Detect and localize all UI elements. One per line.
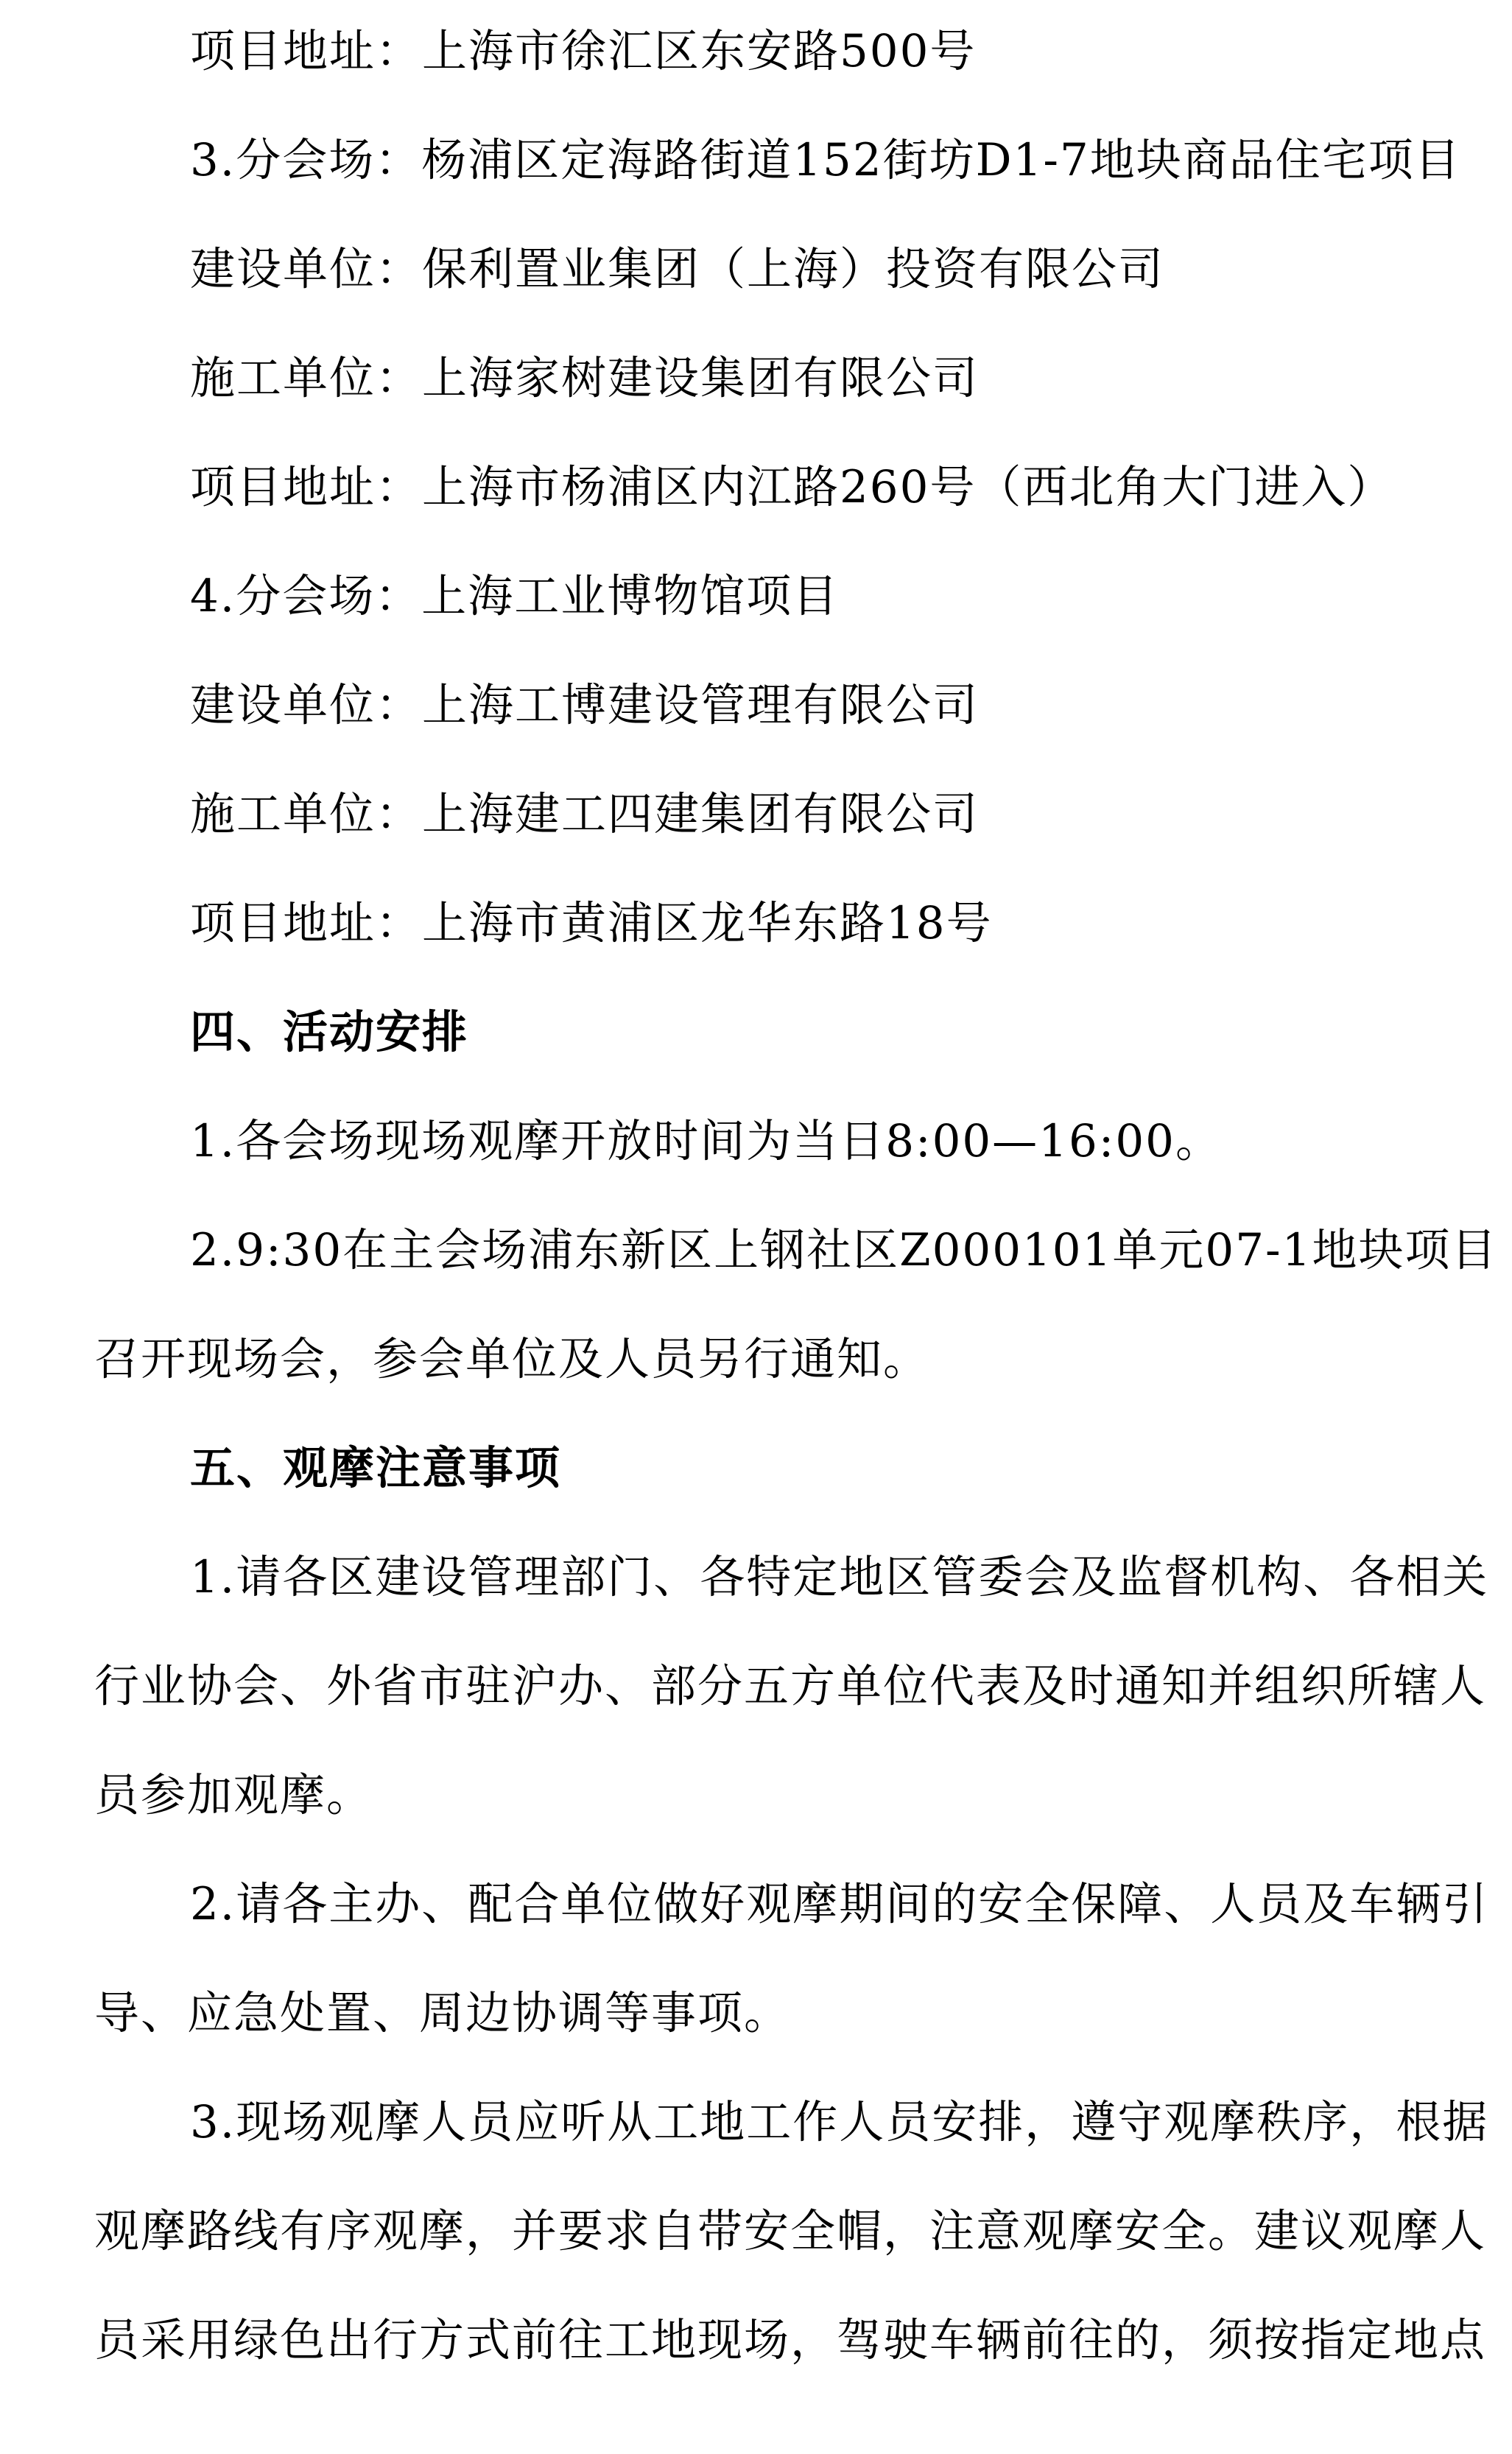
section-heading: 五、观摩注意事项	[190, 1442, 562, 1494]
text-line: 观摩路线有序观摩，并要求自带安全帽，注意观摩安全。建议观摩人	[94, 2205, 1487, 2257]
text-line: 施工单位：上海建工四建集团有限公司	[190, 788, 980, 840]
text-line: 1.各会场现场观摩开放时间为当日8:00—16:00。	[190, 1115, 1222, 1167]
text-line: 员采用绿色出行方式前往工地现场，驾驶车辆前往的，须按指定地点	[94, 2314, 1487, 2366]
text-line: 施工单位：上海家树建设集团有限公司	[190, 352, 980, 404]
text-line: 建设单位：保利置业集团（上海）投资有限公司	[190, 243, 1165, 295]
text-line: 项目地址：上海市杨浦区内江路260号（西北角大门进入）	[190, 461, 1394, 513]
text-line: 建设单位：上海工博建设管理有限公司	[190, 679, 980, 731]
section-heading: 四、活动安排	[190, 1006, 469, 1058]
text-line: 2.请各主办、配合单位做好观摩期间的安全保障、人员及车辆引	[190, 1878, 1489, 1930]
text-line: 3.分会场：杨浦区定海路街道152街坊D1-7地块商品住宅项目	[190, 134, 1461, 186]
text-line: 3.现场观摩人员应听从工地工作人员安排，遵守观摩秩序，根据	[190, 2096, 1489, 2148]
text-line: 项目地址：上海市黄浦区龙华东路18号	[190, 897, 993, 949]
text-line: 项目地址：上海市徐汇区东安路500号	[190, 25, 977, 77]
text-line: 行业协会、外省市驻沪办、部分五方单位代表及时通知并组织所辖人	[94, 1660, 1487, 1712]
text-line: 导、应急处置、周边协调等事项。	[94, 1987, 791, 2039]
text-line: 2.9:30在主会场浦东新区上钢社区Z000101单元07-1地块项目	[190, 1224, 1498, 1276]
text-line: 4.分会场：上海工业博物馆项目	[190, 570, 840, 622]
text-line: 召开现场会，参会单位及人员另行通知。	[94, 1333, 930, 1385]
text-line: 1.请各区建设管理部门、各特定地区管委会及监督机构、各相关	[190, 1551, 1489, 1603]
text-line: 员参加观摩。	[94, 1769, 373, 1821]
